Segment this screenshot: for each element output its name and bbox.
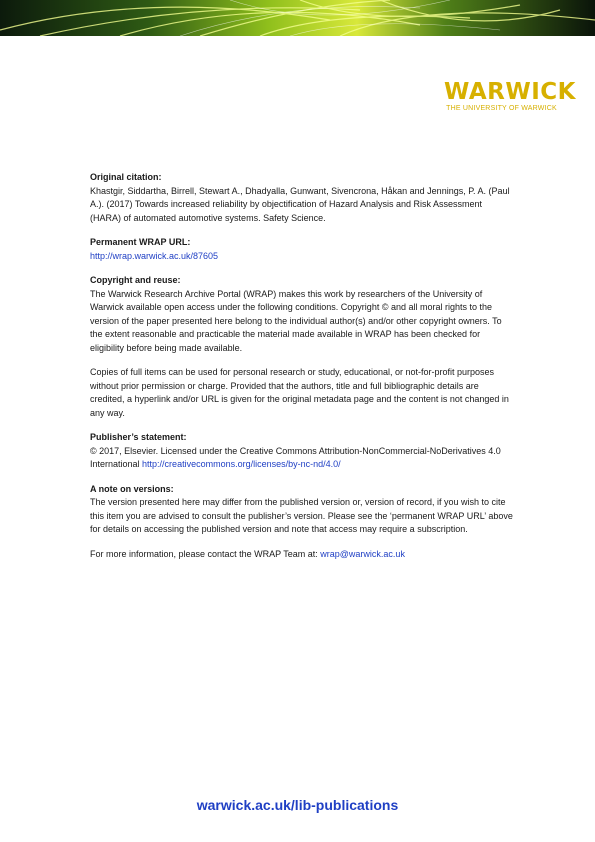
publisher-statement: [90, 445, 515, 472]
versions-text: The version presented here may differ from the published version or, version of record, if you wish to cite this item you are advised to consult the publisher’s version. Please see the ‘permanent WRAP URL’ above for details on accessing the published version and note that access may require a subscription.: [90, 497, 513, 534]
warwick-logo: [444, 79, 576, 112]
license-link[interactable]: http://creativecommons.org/licenses/by-nc-nd/4.0/: [142, 459, 341, 469]
copyright-heading: Copyright and reuse:: [90, 275, 181, 285]
contact-section: [90, 548, 515, 562]
wrap-url-heading: Permanent WRAP URL:: [90, 237, 191, 247]
contact-email-link[interactable]: wrap@warwick.ac.uk: [320, 548, 405, 559]
copyright-paragraph-1: The Warwick Research Archive Portal (WRAP) makes this work by researchers of the University of Warwick available open access under the following conditions. Copyright © and all moral rights to the version of the paper presented here belong to the individual author(s) and/or other copyright owners. To the extent reasonable and practicable the material made available in WRAP has been checked for eligibility before being made available.: [90, 288, 502, 353]
document-body: [90, 171, 515, 572]
versions-heading: A note on versions:: [90, 483, 174, 494]
contact-text: For more information, please contact the WRAP Team at:: [90, 548, 321, 559]
banner-graphic: [0, 0, 595, 36]
logo-wordmark: WARWICK: [444, 79, 576, 105]
copyright-section: [90, 274, 515, 420]
versions-section: [90, 483, 515, 537]
citation-section: [90, 171, 515, 225]
contact-line: [90, 548, 515, 562]
logo-subtitle: THE UNIVERSITY OF WARWICK: [446, 105, 557, 112]
citation-heading: Original citation:: [90, 172, 162, 182]
header-banner: [0, 0, 595, 36]
copyright-paragraph-2: Copies of full items can be used for personal research or study, educational, or not-for-profit purposes without prior permission or charge. Provided that the authors, title and full bibliographic details are credited, a hyperlink and/or URL is given for the original metadata page and the content is not changed in any way.: [90, 367, 509, 418]
citation-text: Khastgir, Siddartha, Birrell, Stewart A., Dhadyalla, Gunwant, Sivencrona, Håkan and Jennings, P. A. (Paul A.). (2017) Towards increased reliability by objectification of Hazard Analysis and Risk Assessment (HARA) of automated automotive systems. Safety Science.: [90, 185, 510, 223]
footer-publications-link[interactable]: warwick.ac.uk/lib-publications: [196, 797, 399, 813]
wrap-url-section: [90, 236, 515, 263]
publisher-section: [90, 431, 515, 472]
publisher-text: © 2017, Elsevier. Licensed under the Creative Commons Attribution-NonCommercial-NoDerivatives 4.0 International: [90, 445, 501, 469]
publisher-heading: Publisher’s statement:: [90, 432, 187, 442]
wrap-url-link[interactable]: http://wrap.warwick.ac.uk/87605: [90, 250, 219, 261]
